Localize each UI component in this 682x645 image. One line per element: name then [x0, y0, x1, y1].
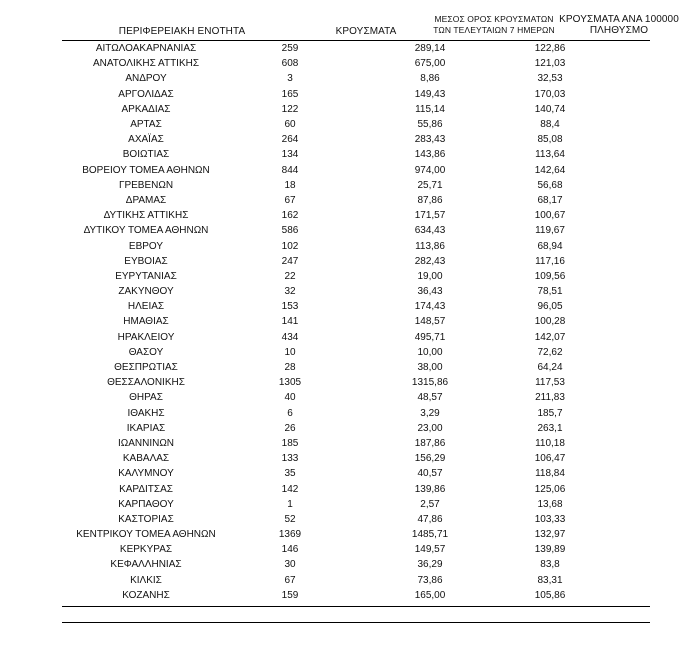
per-100000-cell: 139,89	[534, 544, 566, 556]
header-average-line2: ΤΩΝ ΤΕΛΕΥΤΑΙΩΝ 7 ΗΜΕΡΩΝ	[433, 25, 555, 35]
average-cell: 139,86	[414, 483, 446, 495]
average-cell: 149,43	[414, 88, 446, 100]
per-100000-cell: 142,07	[534, 331, 566, 343]
average-cell: 148,57	[414, 316, 446, 328]
table-row	[62, 238, 650, 253]
region-cell: ΖΑΚΥΝΘΟΥ	[118, 286, 174, 298]
per-100000-cell: 211,83	[535, 392, 565, 404]
per-100000-cell: 119,67	[535, 225, 565, 237]
table-row	[62, 284, 650, 299]
page-bottom-rule	[62, 622, 650, 623]
table-row	[62, 345, 650, 360]
average-cell: 19,00	[417, 270, 443, 282]
per-100000-cell: 103,33	[534, 513, 566, 525]
header-region-label: ΠΕΡΙΦΕΡΕΙΑΚΗ ΕΝΟΤΗΤΑ	[118, 26, 246, 37]
average-cell: 73,86	[417, 574, 443, 586]
average-cell: 36,29	[417, 559, 443, 571]
per-100000-cell: 56,68	[537, 179, 563, 191]
cases-cell: 102	[281, 240, 299, 252]
cases-cell: 6	[287, 407, 293, 419]
per-100000-cell: 106,47	[534, 453, 566, 465]
per-100000-cell: 118,84	[535, 468, 565, 480]
per-100000-cell: 88,4	[540, 119, 560, 131]
cases-cell: 30	[284, 559, 296, 571]
header-per-line2: ΠΛΗΘΥΣΜΟ	[589, 25, 649, 36]
average-cell: 115,14	[415, 103, 445, 115]
table-row	[62, 269, 650, 284]
table-row	[62, 512, 650, 527]
table-row	[62, 497, 650, 512]
average-cell: 87,86	[417, 194, 443, 206]
region-cell: ΚΕΦΑΛΛΗΝΙΑΣ	[110, 559, 182, 571]
average-cell: 8,86	[420, 73, 440, 85]
region-cell: ΒΟΙΩΤΙΑΣ	[122, 149, 170, 161]
table-row	[62, 330, 650, 345]
per-100000-cell: 85,08	[537, 134, 563, 146]
per-100000-cell: 13,68	[537, 498, 563, 510]
region-cell: ΙΚΑΡΙΑΣ	[126, 422, 166, 434]
cases-cell: 146	[281, 544, 299, 556]
table-row	[62, 573, 650, 588]
cases-cell: 10	[284, 346, 296, 358]
cases-cell: 134	[281, 149, 299, 161]
header-cases-label: ΚΡΟΥΣΜΑΤΑ	[335, 26, 397, 37]
average-cell: 282,43	[414, 255, 446, 267]
average-cell: 171,57	[414, 210, 446, 222]
average-cell: 495,71	[414, 331, 446, 343]
region-cell: ΑΡΓΟΛΙΔΑΣ	[118, 88, 174, 100]
header-seven-day-average	[430, 14, 558, 38]
cases-cell: 52	[284, 513, 296, 525]
cases-cell: 142	[281, 483, 299, 495]
table-row	[62, 132, 650, 147]
table-row	[62, 208, 650, 223]
per-100000-cell: 83,8	[540, 559, 560, 571]
table-row	[62, 406, 650, 421]
cases-cell: 1369	[278, 529, 302, 541]
per-100000-cell: 122,86	[534, 43, 566, 55]
cases-cell: 133	[281, 453, 299, 465]
average-cell: 165,00	[414, 589, 446, 601]
cases-cell: 67	[284, 194, 296, 206]
per-100000-cell: 170,03	[534, 88, 566, 100]
region-cell: ΚΑΡΠΑΘΟΥ	[118, 498, 174, 510]
region-cell: ΘΕΣΠΡΩΤΙΑΣ	[114, 362, 178, 374]
region-cell: ΑΝΔΡΟΥ	[125, 73, 167, 85]
table-row	[62, 71, 650, 86]
cases-cell: 153	[281, 301, 299, 313]
cases-cell: 165	[281, 88, 299, 100]
table-row	[62, 375, 650, 390]
per-100000-cell: 140,74	[534, 103, 566, 115]
table-row	[62, 314, 650, 329]
region-cell: ΘΑΣΟΥ	[128, 346, 164, 358]
average-cell: 974,00	[414, 164, 446, 176]
cases-cell: 3	[287, 73, 293, 85]
region-cell: ΗΡΑΚΛΕΙΟΥ	[117, 331, 175, 343]
table-row	[62, 163, 650, 178]
table-row	[62, 223, 650, 238]
average-cell: 3,29	[420, 407, 440, 419]
cases-cell: 608	[281, 58, 299, 70]
region-cell: ΑΙΤΩΛΟΑΚΑΡΝΑΝΙΑΣ	[95, 43, 197, 55]
table-row	[62, 102, 650, 117]
region-cell: ΚΟΖΑΝΗΣ	[122, 589, 170, 601]
per-100000-cell: 117,16	[535, 255, 565, 267]
header-average-line1: ΜΕΣΟΣ ΟΡΟΣ ΚΡΟΥΣΜΑΤΩΝ	[434, 14, 554, 24]
table-row	[62, 87, 650, 102]
average-cell: 187,86	[414, 437, 446, 449]
average-cell: 48,57	[417, 392, 443, 404]
table-row	[62, 147, 650, 162]
per-100000-cell: 68,17	[537, 194, 563, 206]
table-body	[62, 41, 650, 603]
region-cell: ΑΡΤΑΣ	[130, 119, 162, 131]
average-cell: 25,71	[417, 179, 443, 191]
cases-cell: 122	[281, 103, 299, 115]
average-cell: 283,43	[414, 134, 446, 146]
average-cell: 23,00	[417, 422, 443, 434]
region-cell: ΘΕΣΣΑΛΟΝΙΚΗΣ	[107, 377, 185, 389]
table-row	[62, 436, 650, 451]
header-per-line1: ΚΡΟΥΣΜΑΤΑ ΑΝΑ 100000	[559, 14, 679, 25]
average-cell: 149,57	[414, 544, 446, 556]
region-cell: ΚΑΛΥΜΝΟΥ	[118, 468, 174, 480]
cases-cell: 26	[284, 422, 296, 434]
region-cell: ΔΡΑΜΑΣ	[125, 194, 167, 206]
cases-cell: 162	[281, 210, 299, 222]
per-100000-cell: 105,86	[534, 589, 566, 601]
cases-cell: 1305	[278, 377, 302, 389]
per-100000-cell: 109,56	[534, 270, 566, 282]
average-cell: 289,14	[414, 43, 446, 55]
average-cell: 1485,71	[411, 529, 449, 541]
average-cell: 143,86	[414, 149, 446, 161]
table-row	[62, 390, 650, 405]
region-cell: ΑΧΑΪΑΣ	[128, 134, 164, 146]
header-cases-per-100000	[556, 14, 682, 38]
average-cell: 113,86	[415, 240, 445, 252]
region-cell: ΚΙΛΚΙΣ	[130, 574, 162, 586]
cases-cell: 264	[281, 134, 299, 146]
per-100000-cell: 142,64	[534, 164, 566, 176]
region-cell: ΚΑΣΤΟΡΙΑΣ	[118, 513, 174, 525]
region-cell: ΚΕΡΚΥΡΑΣ	[119, 544, 173, 556]
average-cell: 174,43	[414, 301, 446, 313]
table-row	[62, 41, 650, 56]
average-cell: 156,29	[414, 453, 446, 465]
per-100000-cell: 100,28	[534, 316, 566, 328]
per-100000-cell: 100,67	[534, 210, 566, 222]
region-cell: ΗΛΕΙΑΣ	[127, 301, 165, 313]
region-cell: ΔΥΤΙΚΟΥ ΤΟΜΕΑ ΑΘΗΝΩΝ	[83, 225, 209, 237]
average-cell: 40,57	[417, 468, 443, 480]
average-cell: 47,86	[417, 513, 443, 525]
per-100000-cell: 263,1	[537, 422, 563, 434]
region-cell: ΕΥΒΟΙΑΣ	[124, 255, 168, 267]
per-100000-cell: 121,03	[534, 58, 566, 70]
cases-cell: 60	[284, 119, 296, 131]
average-cell: 2,57	[420, 498, 440, 510]
region-cell: ΕΥΡΥΤΑΝΙΑΣ	[115, 270, 177, 282]
cases-cell: 434	[281, 331, 299, 343]
per-100000-cell: 110,18	[535, 437, 565, 449]
average-cell: 36,43	[417, 286, 443, 298]
per-100000-cell: 132,97	[534, 529, 566, 541]
average-cell: 675,00	[414, 58, 446, 70]
table-row	[62, 254, 650, 269]
region-cell: ΚΑΡΔΙΤΣΑΣ	[119, 483, 173, 495]
region-cell: ΑΝΑΤΟΛΙΚΗΣ ΑΤΤΙΚΗΣ	[92, 58, 200, 70]
per-100000-cell: 96,05	[537, 301, 563, 313]
region-cell: ΙΘΑΚΗΣ	[127, 407, 165, 419]
region-cell: ΓΡΕΒΕΝΩΝ	[118, 179, 174, 191]
region-cell: ΚΑΒΑΛΑΣ	[122, 453, 170, 465]
table-row	[62, 451, 650, 466]
average-cell: 10,00	[417, 346, 443, 358]
per-100000-cell: 117,53	[535, 377, 565, 389]
average-cell: 634,43	[414, 225, 446, 237]
per-100000-cell: 68,94	[537, 240, 563, 252]
table-row	[62, 542, 650, 557]
per-100000-cell: 72,62	[537, 346, 563, 358]
per-100000-cell: 125,06	[534, 483, 566, 495]
average-cell: 55,86	[417, 119, 443, 131]
table-row	[62, 117, 650, 132]
table-row	[62, 421, 650, 436]
table-row	[62, 481, 650, 496]
per-100000-cell: 32,53	[537, 73, 563, 85]
table-row	[62, 178, 650, 193]
cases-cell: 159	[281, 589, 299, 601]
region-cell: ΚΕΝΤΡΙΚΟΥ ΤΟΜΕΑ ΑΘΗΝΩΝ	[76, 529, 216, 541]
per-100000-cell: 83,31	[537, 574, 563, 586]
region-cell: ΙΩΑΝΝΙΝΩΝ	[117, 437, 175, 449]
cases-cell: 35	[284, 468, 296, 480]
average-cell: 1315,86	[411, 377, 449, 389]
table-row	[62, 557, 650, 572]
per-100000-cell: 78,51	[537, 286, 563, 298]
region-cell: ΗΜΑΘΙΑΣ	[123, 316, 169, 328]
cases-cell: 32	[284, 286, 296, 298]
cases-cell: 259	[281, 43, 299, 55]
table-row	[62, 360, 650, 375]
average-cell: 38,00	[417, 362, 443, 374]
table-bottom-rule	[62, 606, 650, 607]
table-row	[62, 588, 650, 603]
cases-cell: 141	[281, 316, 299, 328]
region-cell: ΒΟΡΕΙΟΥ ΤΟΜΕΑ ΑΘΗΝΩΝ	[82, 164, 210, 176]
table-row	[62, 56, 650, 71]
per-100000-cell: 185,7	[537, 407, 563, 419]
table-row	[62, 193, 650, 208]
cases-cell: 22	[284, 270, 296, 282]
region-cell: ΘΗΡΑΣ	[129, 392, 163, 404]
per-100000-cell: 113,64	[535, 149, 565, 161]
cases-cell: 40	[284, 392, 296, 404]
table-row	[62, 527, 650, 542]
cases-cell: 28	[284, 362, 296, 374]
table-row	[62, 466, 650, 481]
table-row	[62, 299, 650, 314]
region-cell: ΕΒΡΟΥ	[128, 240, 164, 252]
region-cell: ΔΥΤΙΚΗΣ ΑΤΤΙΚΗΣ	[103, 210, 189, 222]
cases-cell: 844	[281, 164, 299, 176]
cases-cell: 586	[281, 225, 299, 237]
cases-cell: 1	[287, 498, 293, 510]
cases-cell: 67	[284, 574, 296, 586]
per-100000-cell: 64,24	[537, 362, 563, 374]
cases-cell: 18	[284, 179, 296, 191]
cases-cell: 185	[281, 437, 299, 449]
region-cell: ΑΡΚΑΔΙΑΣ	[121, 103, 171, 115]
cases-cell: 247	[281, 255, 299, 267]
